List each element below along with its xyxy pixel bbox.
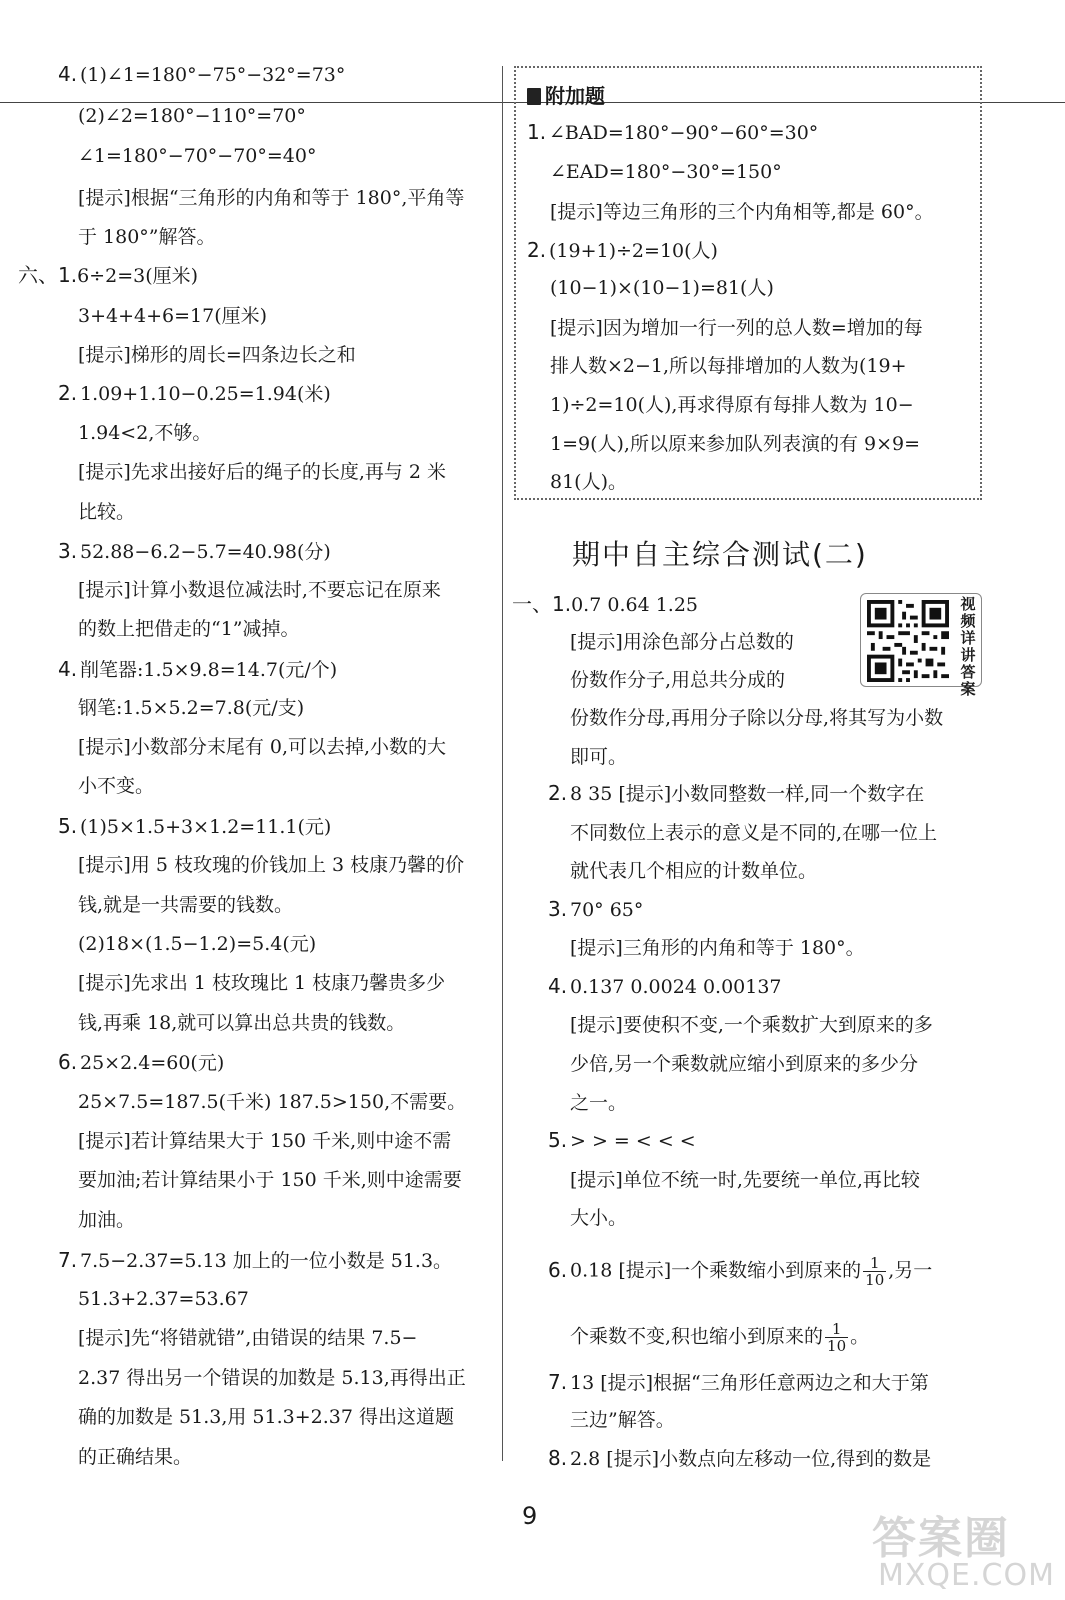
answer-line bbox=[78, 460, 446, 484]
answer-line bbox=[570, 1013, 933, 1037]
fraction bbox=[825, 1321, 848, 1354]
answer-text: 确的加数是 51.3,用 51.3+2.37 得出这道题 bbox=[78, 1406, 454, 1428]
answer-text: 2.8 [提示]小数点向左移动一位,得到的数是 bbox=[570, 1448, 932, 1470]
answer-line bbox=[78, 421, 211, 445]
answer-text: 0.7 0.64 1.25 bbox=[571, 594, 698, 616]
answer-line bbox=[550, 276, 774, 300]
answer-line bbox=[570, 706, 943, 730]
watermark-url: MXQE.COM bbox=[878, 1558, 1055, 1593]
answer-line bbox=[78, 500, 135, 524]
answer-line bbox=[548, 1370, 929, 1395]
answer-line bbox=[78, 971, 445, 995]
answer-text: [提示]因为增加一行一列的总人数=增加的每 bbox=[550, 317, 923, 339]
answer-text: [提示]先“将错就错”,由错误的结果 7.5− bbox=[78, 1327, 418, 1349]
answer-text: 份数作分子,用总共分成的 bbox=[570, 669, 786, 691]
answer-line bbox=[548, 1446, 931, 1471]
answer-line bbox=[78, 304, 267, 328]
extra-title-text: 附加题 bbox=[545, 84, 605, 108]
question-number: 3. bbox=[548, 897, 568, 921]
answer-text: 钱,再乘 18,就可以算出总共贵的钱数。 bbox=[78, 1012, 406, 1034]
answer-line bbox=[548, 1128, 696, 1153]
watermark-logo bbox=[872, 1502, 1062, 1598]
answer-line bbox=[58, 539, 331, 564]
answer-text: 3+4+4+6=17(厘米) bbox=[78, 305, 268, 327]
answer-line bbox=[78, 225, 216, 249]
question-number: 6. bbox=[58, 1050, 78, 1074]
section-title: 期中自主综合测试(二) bbox=[572, 538, 868, 571]
answer-text: (2)∠2=180°−110°=70° bbox=[78, 105, 306, 127]
answer-text: [提示]梯形的周长=四条边长之和 bbox=[78, 344, 356, 366]
answer-line bbox=[78, 932, 316, 956]
answer-line bbox=[548, 781, 924, 806]
answer-text-tail: 。 bbox=[850, 1325, 870, 1348]
answer-text: 0.137 0.0024 0.00137 bbox=[570, 976, 782, 998]
answer-line bbox=[548, 974, 782, 999]
answer-line bbox=[550, 354, 907, 378]
question-number: 7. bbox=[548, 1370, 568, 1394]
answer-line bbox=[78, 1090, 466, 1114]
answer-text: 个乘数不变,积也缩小到原来的 bbox=[570, 1325, 824, 1348]
answer-line bbox=[550, 316, 923, 340]
answer-line bbox=[570, 630, 794, 654]
answer-line bbox=[18, 263, 198, 288]
answer-line bbox=[548, 1255, 932, 1288]
question-number: 7. bbox=[58, 1248, 78, 1272]
answer-text: [提示]等边三角形的三个内角相等,都是 60°。 bbox=[550, 201, 934, 223]
question-number: 2. bbox=[58, 381, 78, 405]
answer-line bbox=[78, 735, 446, 759]
answer-line bbox=[570, 859, 817, 883]
answer-text: 三边”解答。 bbox=[570, 1409, 675, 1431]
answer-text: 8 35 [提示]小数同整数一样,同一个数字在 bbox=[570, 783, 925, 805]
answer-text: 钱,就是一共需要的钱数。 bbox=[78, 894, 294, 916]
answer-line bbox=[570, 1321, 869, 1354]
answer-text: 81(人)。 bbox=[550, 471, 628, 493]
watermark-title: 答案圈 bbox=[872, 1513, 1010, 1564]
answer-line bbox=[512, 592, 698, 617]
question-number: 4. bbox=[58, 62, 78, 86]
answer-line bbox=[78, 893, 293, 917]
answer-text: ∠1=180°−70°−70°=40° bbox=[78, 145, 317, 167]
answer-text: 大小。 bbox=[570, 1207, 628, 1229]
answer-line bbox=[78, 343, 356, 367]
question-number: 2. bbox=[548, 781, 568, 805]
answer-text: 比较。 bbox=[78, 501, 136, 523]
answer-line bbox=[78, 144, 316, 168]
fraction-denominator: 10 bbox=[827, 1337, 847, 1355]
answer-text: 51.3+2.37=53.67 bbox=[78, 1288, 249, 1310]
answer-line bbox=[78, 578, 441, 602]
answer-line bbox=[58, 62, 345, 87]
question-number: 六、1. bbox=[18, 263, 78, 287]
column-divider bbox=[502, 66, 503, 1461]
answer-text: 份数作分母,再用分子除以分母,将其写为小数 bbox=[570, 707, 944, 729]
answer-text: [提示]用涂色部分占总数的 bbox=[570, 631, 794, 653]
bookmark-icon bbox=[527, 88, 541, 105]
answer-line bbox=[78, 1129, 451, 1153]
question-number: 2. bbox=[527, 238, 547, 262]
answer-line bbox=[527, 120, 818, 145]
answer-line bbox=[550, 393, 914, 417]
answer-text: [提示]三角形的内角和等于 180°。 bbox=[570, 937, 865, 959]
answer-line bbox=[78, 186, 464, 210]
answer-line bbox=[570, 1091, 627, 1115]
answer-text: 即可。 bbox=[570, 746, 628, 768]
fraction-numerator: 1 bbox=[825, 1321, 848, 1338]
question-number: 8. bbox=[548, 1446, 568, 1470]
answer-text: 70° 65° bbox=[570, 899, 644, 921]
answer-text: [提示]用 5 枝玫瑰的价钱加上 3 枝康乃馨的价 bbox=[78, 854, 465, 876]
answer-line bbox=[58, 814, 331, 839]
question-number: 5. bbox=[548, 1128, 568, 1152]
answer-text: 就代表几个相应的计数单位。 bbox=[570, 860, 818, 882]
answer-text: (2)18×(1.5−1.2)=5.4(元) bbox=[78, 933, 317, 955]
answer-line bbox=[570, 821, 937, 845]
answer-line bbox=[570, 668, 785, 692]
answer-line bbox=[78, 1208, 135, 1232]
answer-line bbox=[550, 470, 627, 494]
answer-line bbox=[78, 853, 464, 877]
answer-text: [提示]先求出 1 枝玫瑰比 1 枝康乃馨贵多少 bbox=[78, 972, 446, 994]
answer-text: 的数上把借走的“1”减掉。 bbox=[78, 618, 300, 640]
answer-text: [提示]若计算结果大于 150 千米,则中途不需 bbox=[78, 1130, 452, 1152]
fraction bbox=[863, 1255, 886, 1288]
answer-line bbox=[78, 104, 306, 128]
answer-line bbox=[78, 1011, 405, 1035]
answer-text: (10−1)×(10−1)=81(人) bbox=[550, 277, 774, 299]
answer-text: 1)÷2=10(人),再求得原有每排人数为 10− bbox=[550, 394, 914, 416]
page-number: 9 bbox=[522, 1502, 538, 1530]
question-number: 5. bbox=[58, 814, 78, 838]
answer-text: 1.94<2,不够。 bbox=[78, 422, 212, 444]
answer-text: [提示]先求出接好后的绳子的长度,再与 2 米 bbox=[78, 461, 447, 483]
answer-text: ∠EAD=180°−30°=150° bbox=[550, 161, 782, 183]
answer-line bbox=[58, 1248, 452, 1273]
answer-line bbox=[550, 432, 920, 456]
answer-text-tail: ,另一 bbox=[888, 1259, 933, 1282]
answer-line bbox=[78, 1445, 192, 1469]
answer-text: [提示]单位不统一时,先要统一单位,再比较 bbox=[570, 1169, 920, 1191]
answer-line bbox=[570, 1206, 627, 1230]
answer-text: 少倍,另一个乘数就应缩小到原来的多少分 bbox=[570, 1053, 919, 1075]
answer-text: (19+1)÷2=10(人) bbox=[549, 240, 718, 262]
answer-line bbox=[78, 1287, 249, 1311]
answer-text: 于 180°”解答。 bbox=[78, 226, 216, 248]
answer-line bbox=[78, 1326, 417, 1350]
answer-text: 52.88−6.2−5.7=40.98(分) bbox=[80, 541, 331, 563]
answer-text: 25×2.4=60(元) bbox=[80, 1052, 225, 1074]
answer-text: 的正确结果。 bbox=[78, 1446, 193, 1468]
answer-text: 小不变。 bbox=[78, 775, 155, 797]
fraction-numerator: 1 bbox=[863, 1255, 886, 1272]
answer-line bbox=[58, 1050, 224, 1075]
extra-title bbox=[527, 80, 605, 109]
answer-line bbox=[570, 1408, 675, 1432]
qr-label: 视频详讲答案 bbox=[960, 595, 976, 698]
answer-text: 0.18 [提示]一个乘数缩小到原来的 bbox=[570, 1259, 862, 1282]
answer-text: 不同数位上表示的意义是不同的,在哪一位上 bbox=[570, 822, 938, 844]
answer-line bbox=[78, 696, 304, 720]
answer-text: 1.09+1.10−0.25=1.94(米) bbox=[80, 383, 331, 405]
answer-text: 要加油;若计算结果小于 150 千米,则中途需要 bbox=[78, 1169, 462, 1191]
answer-text: 13 [提示]根据“三角形任意两边之和大于第 bbox=[570, 1372, 929, 1394]
qr-code-icon bbox=[867, 600, 949, 682]
answer-line bbox=[78, 617, 300, 641]
answer-line bbox=[570, 745, 627, 769]
fraction-denominator: 10 bbox=[865, 1271, 885, 1289]
answer-line bbox=[78, 1168, 462, 1192]
answer-text: [提示]计算小数退位减法时,不要忘记在原来 bbox=[78, 579, 441, 601]
answer-text: (1)∠1=180°−75°−32°=73° bbox=[80, 64, 346, 86]
answer-text: [提示]要使积不变,一个乘数扩大到原来的多 bbox=[570, 1014, 933, 1036]
answer-line bbox=[570, 936, 865, 960]
answer-text: 7.5−2.37=5.13 加上的一位小数是 51.3。 bbox=[80, 1250, 453, 1272]
answer-line bbox=[78, 1405, 454, 1429]
answer-text: 钢笔:1.5×5.2=7.8(元/支) bbox=[78, 697, 305, 719]
answer-line bbox=[78, 774, 154, 798]
answer-text: 2.37 得出另一个错误的加数是 5.13,再得出正 bbox=[78, 1367, 466, 1389]
question-number: 6. bbox=[548, 1257, 568, 1282]
answer-text: 25×7.5=187.5(千米) 187.5>150,不需要。 bbox=[78, 1091, 467, 1113]
answer-text: [提示]根据“三角形的内角和等于 180°,平角等 bbox=[78, 187, 465, 209]
answer-line bbox=[550, 160, 782, 184]
answer-line bbox=[550, 200, 934, 224]
answer-text: 6÷2=3(厘米) bbox=[77, 265, 199, 287]
answer-text: 排人数×2−1,所以每排增加的人数为(19+ bbox=[550, 355, 907, 377]
answer-text: ∠BAD=180°−90°−60°=30° bbox=[549, 122, 819, 144]
question-number: 4. bbox=[58, 657, 78, 681]
answer-line bbox=[58, 657, 337, 682]
answer-text: 1=9(人),所以原来参加队列表演的有 9×9= bbox=[550, 433, 921, 455]
answer-text: [提示]小数部分末尾有 0,可以去掉,小数的大 bbox=[78, 736, 447, 758]
question-number: 1. bbox=[527, 120, 547, 144]
answer-text: (1)5×1.5+3×1.2=11.1(元) bbox=[80, 816, 332, 838]
answer-line bbox=[570, 1052, 918, 1076]
answer-line bbox=[548, 897, 643, 922]
answer-text: 削笔器:1.5×9.8=14.7(元/个) bbox=[80, 659, 338, 681]
answer-text: > > = < < < bbox=[570, 1130, 696, 1152]
answer-line bbox=[570, 1168, 920, 1192]
answer-line bbox=[527, 238, 718, 263]
question-number: 4. bbox=[548, 974, 568, 998]
answer-text: 加油。 bbox=[78, 1209, 136, 1231]
answer-line bbox=[58, 381, 331, 406]
question-number: 一、1. bbox=[512, 592, 572, 616]
answer-line bbox=[78, 1366, 466, 1390]
answer-text: 之一。 bbox=[570, 1092, 628, 1114]
question-number: 3. bbox=[58, 539, 78, 563]
